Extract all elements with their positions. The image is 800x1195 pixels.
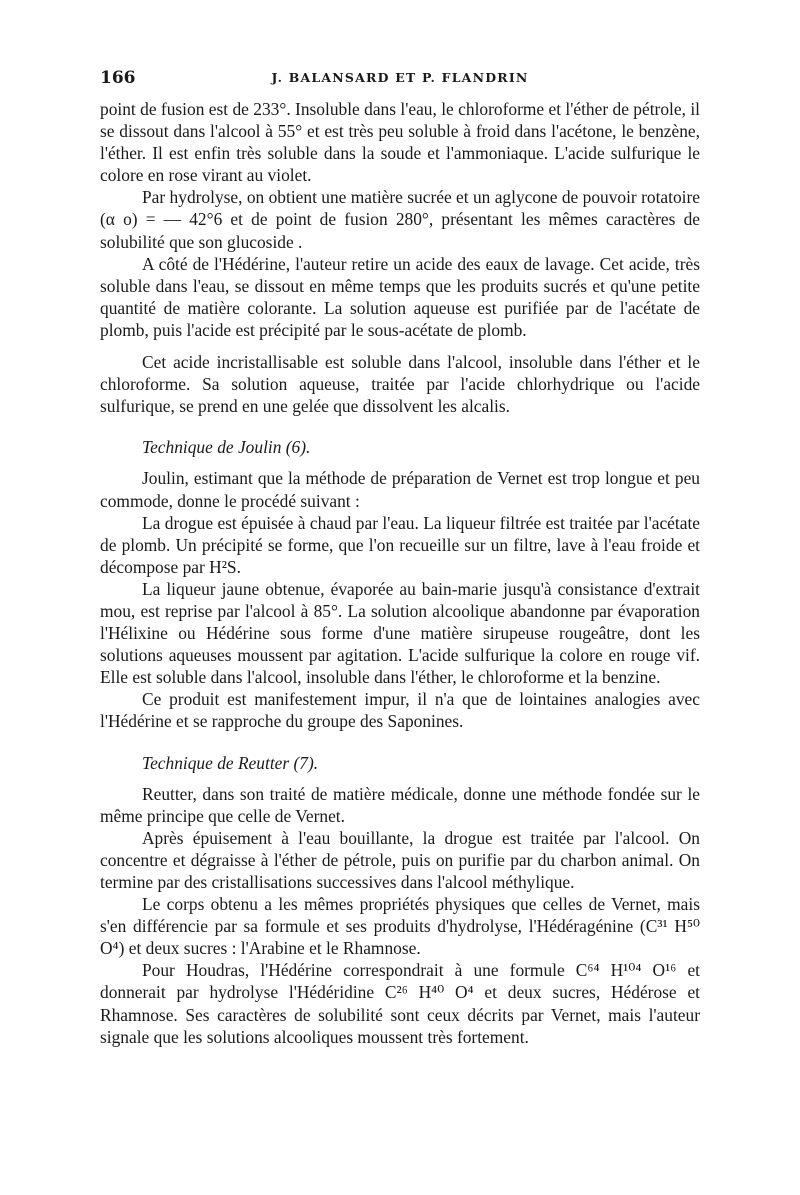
paragraph: Pour Houdras, l'Hédérine correspondrait à une formule C⁶⁴ H¹⁰⁴ O¹⁶ et donnerait par hydrolyse l'Hédéridine C²⁶ H⁴⁰ O⁴ et deux sucres, Hédérose et Rhamnose. Ses caractères de solubilité sont ceux décrits par Vernet, mais l'auteur signale que les solutions alcooliques moussent très fortement. (100, 960, 700, 1047)
paragraph: Par hydrolyse, on obtient une matière sucrée et un aglycone de pouvoir rotatoire (α o) = — 42°6 et de point de fusion 280°, présentant les mêmes caractères de solubilité que son glucoside . (100, 187, 700, 252)
paragraph: Cet acide incristallisable est soluble dans l'alcool, insoluble dans l'éther et le chloroforme. Sa solution aqueuse, traitée par l'acide chlorhydrique ou l'acide sulfurique, se prend en une gelée que dissolvent les alcalis. (100, 352, 700, 417)
body-text (100, 98, 700, 1048)
section-heading: Technique de Reutter (7). (142, 752, 319, 773)
paragraph: A côté de l'Hédérine, l'auteur retire un acide des eaux de lavage. Cet acide, très soluble dans l'eau, se dissout en même temps que les produits sucrés et qu'une petite quantité de matière colorante. La solution aqueuse est purifiée par de l'acétate de plomb, puis l'acide est précipité par le sous-acétate de plomb. (100, 253, 700, 340)
section-heading: Technique de Joulin (6). (142, 437, 311, 458)
paragraph: Joulin, estimant que la méthode de préparation de Vernet est trop longue et peu commode, donne le procédé suivant : (100, 468, 700, 511)
paragraph: Le corps obtenu a les mêmes propriétés physiques que celles de Vernet, mais s'en différencie par sa formule et ses produits d'hydrolyse, l'Hédéragénine (C³¹ H⁵⁰ O⁴) et deux sucres : l'Arabine et le Rhamnose. (100, 894, 700, 959)
paragraph: point de fusion est de 233°. Insoluble dans l'eau, le chloroforme et l'éther de pétrole, il se dissout dans l'alcool à 55° et est très peu soluble à froid dans l'acétone, le benzène, l'éther. Il est enfin très soluble dans la soude et l'ammoniaque. L'acide sulfurique le colore en rose virant au violet. (100, 99, 700, 186)
running-head (100, 68, 700, 98)
paragraph: Après épuisement à l'eau bouillante, la drogue est traitée par l'alcool. On concentre et dégraisse à l'éther de pétrole, puis on purifie par du charbon animal. On termine par des cristallisations successives dans l'alcool méthylique. (100, 827, 700, 892)
paragraph: La liqueur jaune obtenue, évaporée au bain-marie jusqu'à consistance d'extrait mou, est reprise par l'alcool à 85°. La solution alcoolique abandonne par évaporation l'Hélixine ou Hédérine sous forme d'une matière sirupeuse rougeâtre, dont les solutions aqueuses moussent par agitation. L'acide sulfurique la colore en rouge vif. Elle est soluble dans l'alcool, insoluble dans l'éther, le chloroforme et la benzine. (100, 578, 700, 688)
page-number: 166 (100, 68, 136, 88)
paragraph: Ce produit est manifestement impur, il n'a que de lointaines analogies avec l'Hédérine et se rapproche du groupe des Saponines. (100, 689, 700, 732)
running-title: J. BALANSARD ET P. FLANDRIN (271, 70, 529, 85)
paragraph: La drogue est épuisée à chaud par l'eau. La liqueur filtrée est traitée par l'acétate de plomb. Un précipité se forme, que l'on recueille sur un filtre, lave à l'eau froide et décompose par H²S. (100, 512, 700, 577)
paragraph: Reutter, dans son traité de matière médicale, donne une méthode fondée sur le même principe que celle de Vernet. (100, 783, 700, 826)
